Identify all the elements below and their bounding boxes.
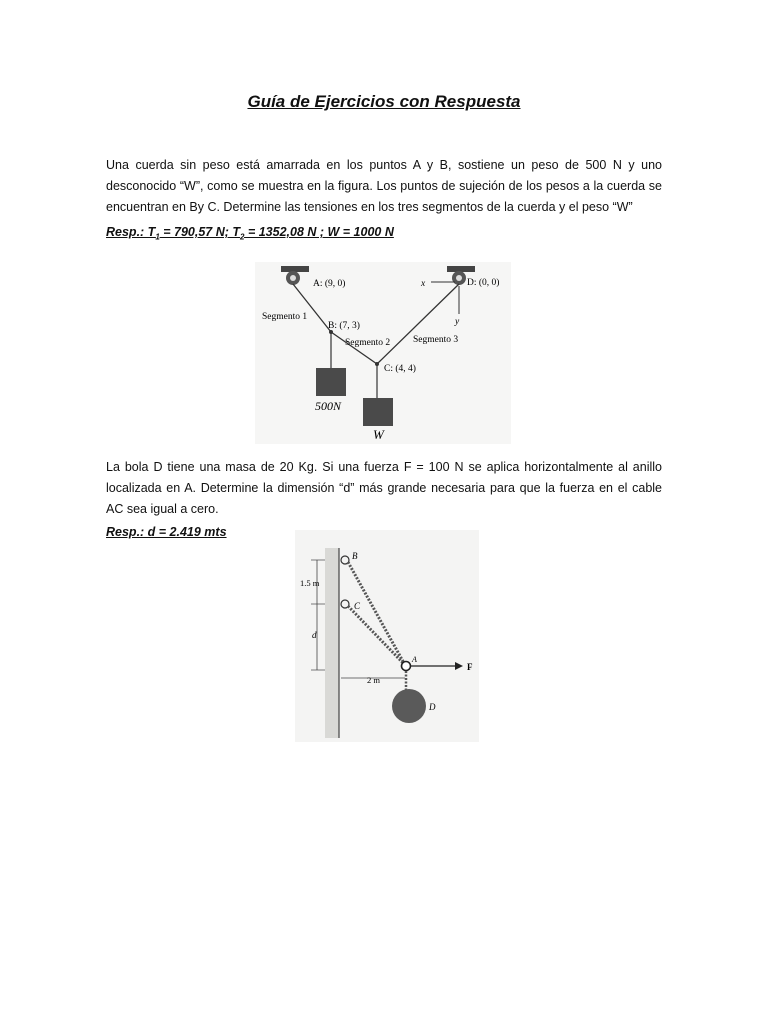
figure-rope-weights <box>255 262 511 444</box>
svg-text:B: B <box>352 551 358 561</box>
svg-text:D: (0, 0): D: (0, 0) <box>467 278 500 288</box>
svg-text:y: y <box>455 317 460 327</box>
svg-text:Segmento 2: Segmento 2 <box>345 338 391 348</box>
svg-text:F: F <box>467 662 473 672</box>
figure-ball-cables <box>295 530 479 742</box>
svg-text:A: (9, 0): A: (9, 0) <box>313 279 346 289</box>
force-arrow-icon <box>455 662 463 670</box>
svg-text:C: (4, 4): C: (4, 4) <box>384 364 416 374</box>
svg-text:1.5 m: 1.5 m <box>300 578 320 588</box>
svg-text:x: x <box>421 279 426 289</box>
svg-text:d: d <box>312 630 317 640</box>
svg-text:500N: 500N <box>315 399 342 413</box>
svg-text:C: C <box>354 601 361 611</box>
svg-text:Segmento 3: Segmento 3 <box>413 335 459 345</box>
ball-d <box>392 689 426 723</box>
problem1-answer: Resp.: $T_1 = 790,57$ N; $T_2 = 1352,08$ N ; W = 1000 N <box>106 225 394 242</box>
svg-text:Segmento 1: Segmento 1 <box>262 312 308 322</box>
page-title: Guía de Ejercicios con Respuesta <box>247 92 521 111</box>
support-a-icon <box>281 266 309 285</box>
ring-a-icon <box>402 662 411 671</box>
svg-text:2 m: 2 m <box>367 675 380 685</box>
svg-text:W: W <box>373 427 384 442</box>
svg-text:D: D <box>429 702 436 712</box>
problem1-text: Una cuerda sin peso está amarrada en los puntos A y B, sostiene un peso de 500 N y uno desconocido “W”, como se muestra en la figura. Los puntos de sujeción de los pesos a la cuerda se encuentran en By C. Determine las tensiones en los tres segmentos de la cuerda y el peso “W” <box>106 158 662 214</box>
weight-500n <box>316 368 346 396</box>
problem2-answer: Resp.: d = 2.419 mts <box>106 525 227 539</box>
svg-text:B: (7, 3): B: (7, 3) <box>328 321 360 331</box>
svg-text:A: A <box>412 655 417 664</box>
wall <box>325 548 339 738</box>
weight-w <box>363 398 393 426</box>
problem2-text: La bola D tiene una masa de 20 Kg. Si una fuerza F = 100 N se aplica horizontalmente al anillo localizada en A. Determine la dimensión “d” más grande necesaria para que la fuerza en el cable AC sea igual a cero. <box>106 460 662 516</box>
